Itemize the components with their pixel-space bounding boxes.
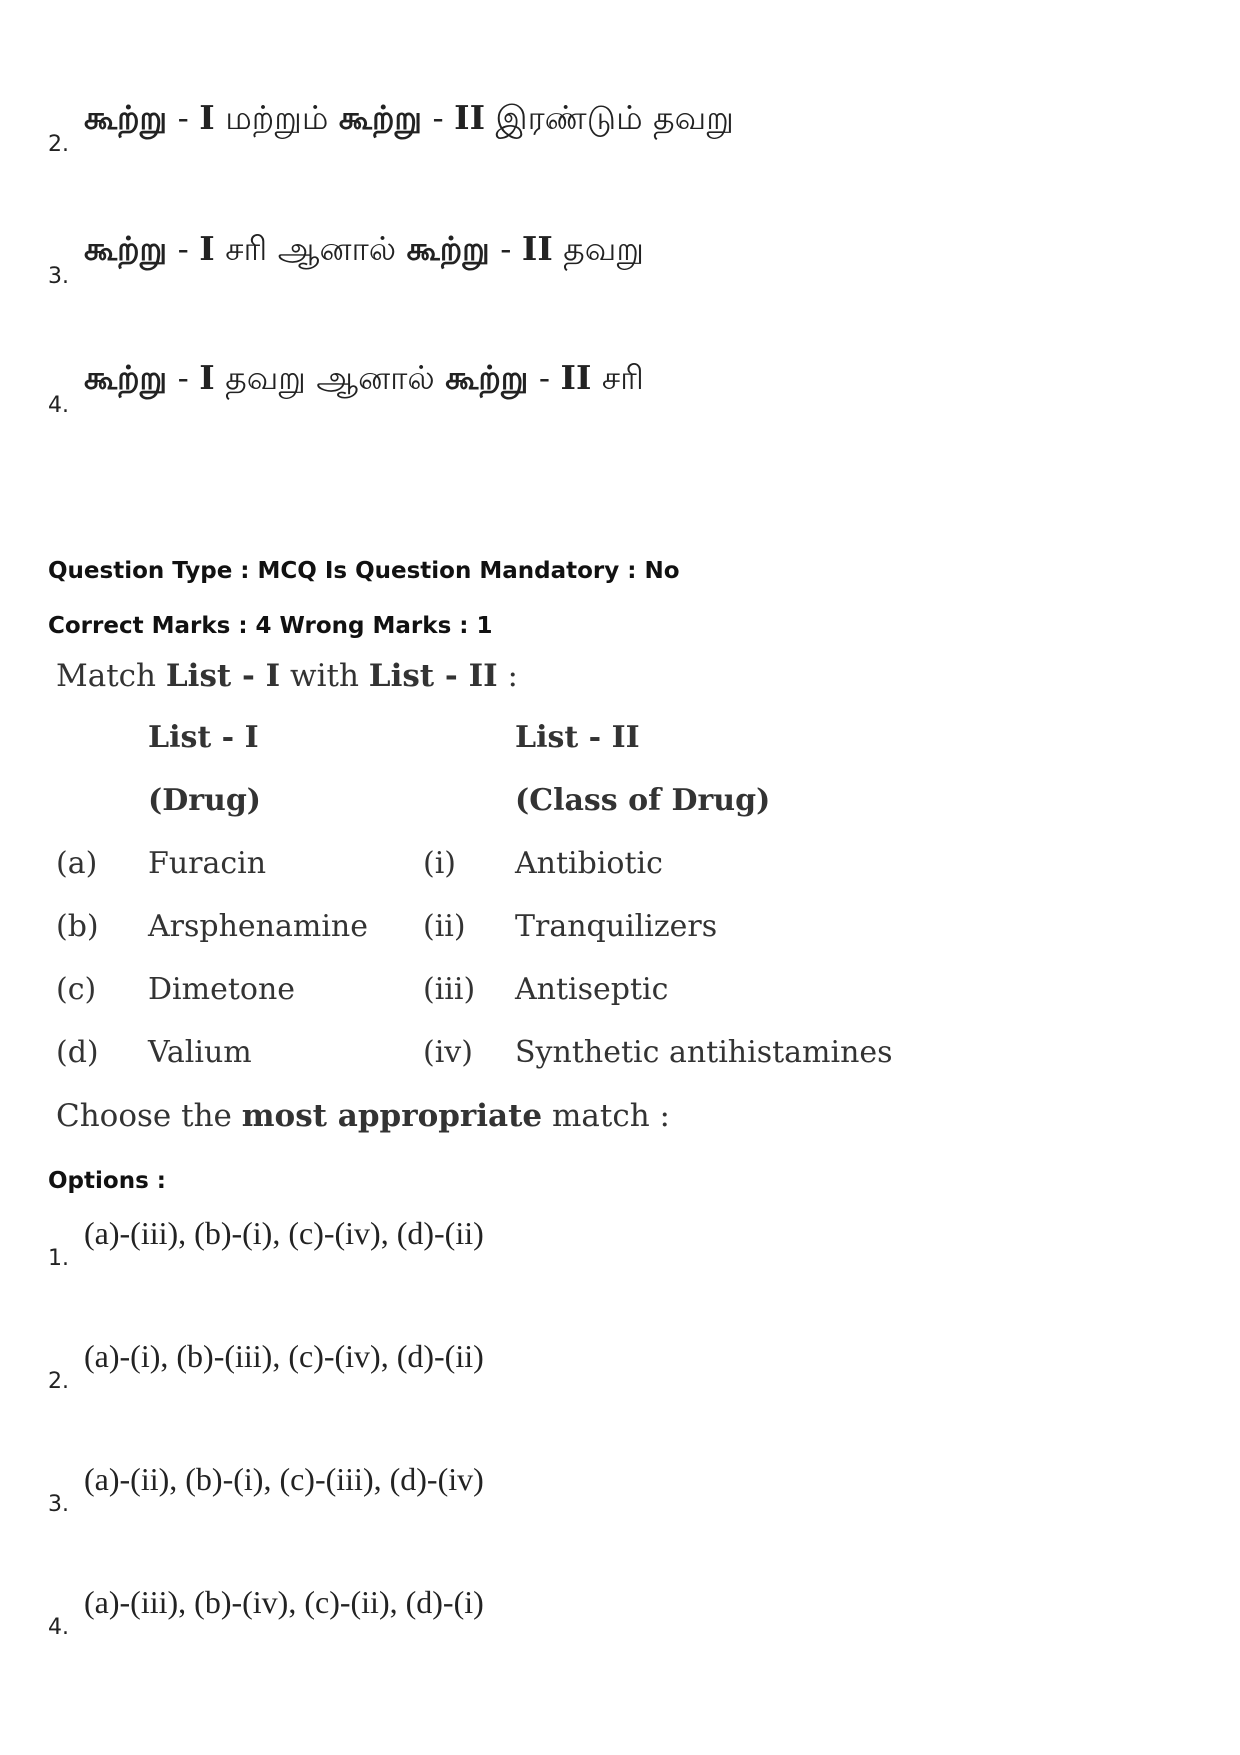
statement-word: கூற்று — [84, 229, 168, 268]
row-label: (b) — [56, 909, 99, 944]
dash: - — [489, 229, 522, 268]
choose-prefix: Choose the — [56, 1098, 242, 1134]
choose-instruction — [56, 1098, 670, 1134]
prev-option-number: 2. — [48, 132, 69, 157]
prev-option-text — [84, 229, 644, 273]
question-stem — [56, 658, 518, 694]
list1-subtitle: (Drug) — [148, 783, 261, 818]
prev-option-text — [84, 98, 734, 142]
drug-class: Antibiotic — [515, 846, 663, 881]
stem-list2: List - II — [368, 658, 498, 694]
option-text[interactable]: (a)-(iii), (b)-(iv), (c)-(ii), (d)-(i) — [84, 1584, 484, 1620]
drug-name: Arsphenamine — [148, 909, 369, 944]
dash: - — [167, 98, 200, 137]
marks-line: Correct Marks : 4 Wrong Marks : 1 — [48, 613, 493, 639]
list2-title: List - II — [515, 720, 640, 755]
stem-prefix: Match — [56, 658, 166, 694]
prev-option-number: 3. — [48, 264, 69, 289]
option-text[interactable]: (a)-(iii), (b)-(i), (c)-(iv), (d)-(ii) — [84, 1215, 484, 1251]
roman-numeral: I — [199, 98, 215, 137]
drug-class: Antiseptic — [515, 972, 669, 1007]
drug-name: Valium — [148, 1035, 252, 1070]
roman-numeral: II — [560, 358, 592, 397]
roman-numeral: I — [199, 229, 215, 268]
list2-subtitle: (Class of Drug) — [515, 783, 771, 818]
drug-class: Tranquilizers — [515, 909, 718, 944]
roman-numeral: II — [521, 229, 553, 268]
stem-list1: List - I — [165, 658, 281, 694]
prev-option-text — [84, 358, 644, 402]
drug-class: Synthetic antihistamines — [515, 1035, 893, 1070]
option-number: 3. — [48, 1492, 69, 1517]
row-label: (a) — [56, 846, 98, 881]
statement-word: கூற்று — [338, 98, 423, 137]
choose-suffix: match : — [542, 1098, 670, 1134]
roman-numeral: II — [454, 98, 486, 137]
connector-text: சரி ஆனால் — [214, 229, 407, 268]
option-number: 2. — [48, 1369, 69, 1394]
row-label: (d) — [56, 1035, 99, 1070]
ending-text: தவறு — [552, 229, 644, 268]
stem-with: with — [280, 658, 369, 694]
option-text[interactable]: (a)-(i), (b)-(iii), (c)-(iv), (d)-(ii) — [84, 1338, 484, 1374]
row-roman: (iv) — [423, 1035, 473, 1070]
prev-option-number: 4. — [48, 393, 69, 418]
statement-word: கூற்று — [84, 98, 168, 137]
row-roman: (iii) — [423, 972, 476, 1007]
dash: - — [528, 358, 561, 397]
statement-word: கூற்று — [406, 229, 490, 268]
dash: - — [167, 358, 200, 397]
connector-text: மற்றும் — [214, 98, 339, 137]
option-number: 4. — [48, 1615, 69, 1640]
option-number: 1. — [48, 1246, 69, 1271]
drug-name: Furacin — [148, 846, 267, 881]
dash: - — [422, 98, 455, 137]
drug-name: Dimetone — [148, 972, 296, 1007]
row-roman: (ii) — [423, 909, 466, 944]
stem-suffix: : — [497, 658, 518, 694]
question-type-line: Question Type : MCQ Is Question Mandatory : No — [48, 558, 680, 584]
ending-text: இரண்டும் தவறு — [485, 98, 734, 137]
row-roman: (i) — [423, 846, 457, 881]
ending-text: சரி — [591, 358, 644, 397]
roman-numeral: I — [199, 358, 215, 397]
options-label: Options : — [48, 1168, 166, 1194]
statement-word: கூற்று — [445, 358, 529, 397]
option-text[interactable]: (a)-(ii), (b)-(i), (c)-(iii), (d)-(iv) — [84, 1461, 484, 1497]
connector-text: தவறு ஆனால் — [214, 358, 446, 397]
list1-title: List - I — [148, 720, 259, 755]
row-label: (c) — [56, 972, 97, 1007]
choose-bold: most appropriate — [241, 1098, 543, 1134]
statement-word: கூற்று — [84, 358, 168, 397]
dash: - — [167, 229, 200, 268]
